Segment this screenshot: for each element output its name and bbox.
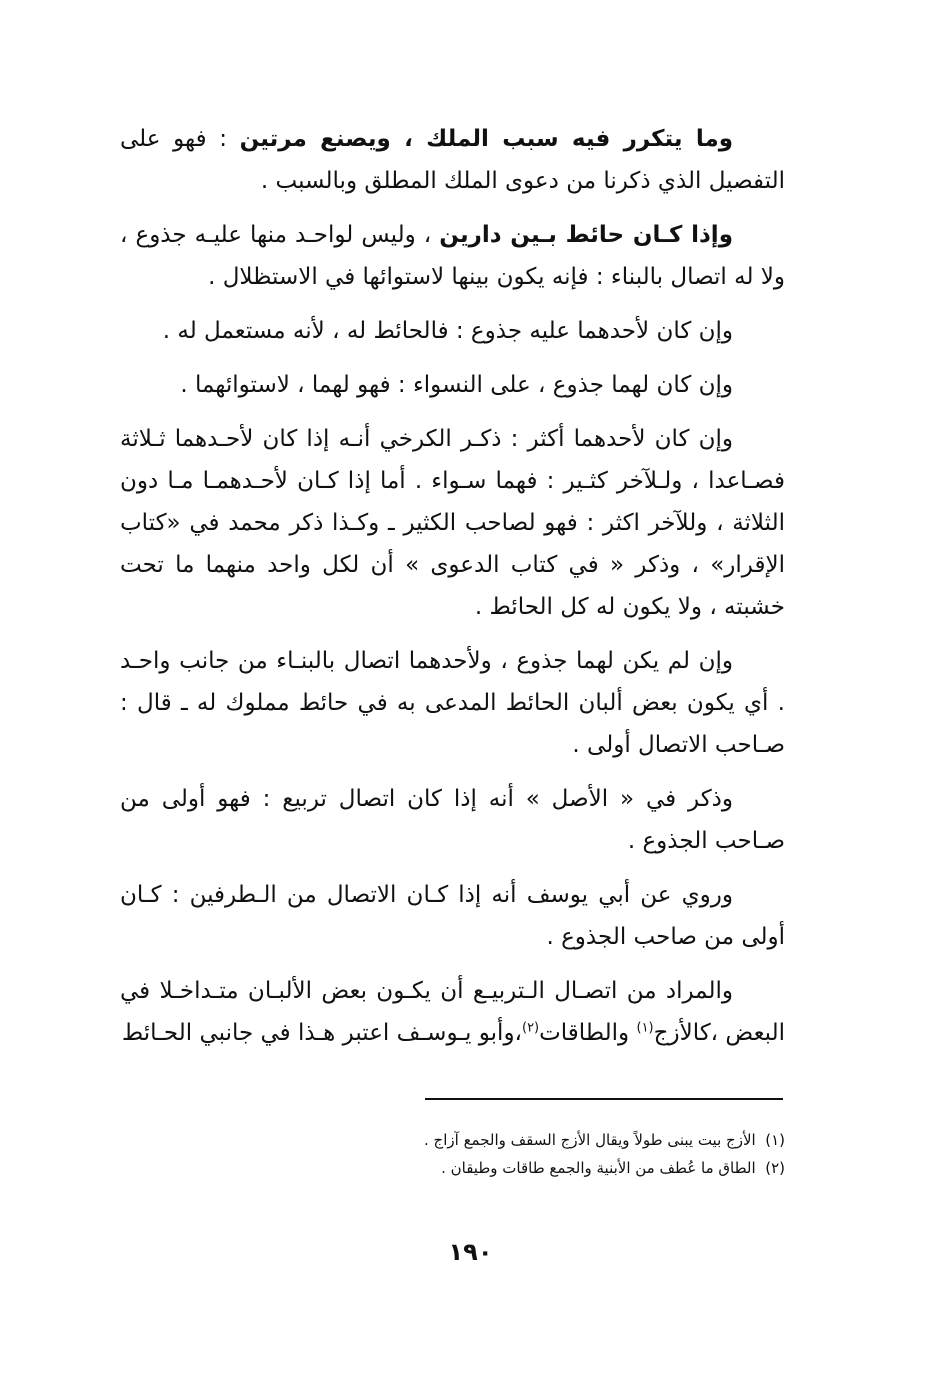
main-text <box>120 118 785 1066</box>
page-number: ١٩٠ <box>448 1238 493 1266</box>
paragraph-9-part-3: ،وأبو يـوسـف اعتبر هـذا في جانبي الحـائط <box>121 1020 522 1046</box>
footnote-2-marker: (٢) <box>765 1159 785 1177</box>
paragraph-4: وإن كان لهما جذوع ، على النسواء : فهو لهما ، لاستوائهما . <box>180 372 733 398</box>
paragraph-6: وإن لم يكن لهما جذوع ، ولأحدهما اتصال بالبنـاء من جانب واحـد . أي يكون بعض ألبان الحائط المدعى به في حائط مملوك له ـ قال : صـاحب الاتصال أولى . <box>120 648 785 758</box>
paragraph-9-part-2: والطاقات <box>539 1020 637 1046</box>
footnote-2-text: الطاق ما عُطف من الأبنية والجمع طاقات وطيقان . <box>441 1159 756 1177</box>
paragraph-9-part-1: والمراد من اتصـال الـتربيـع أن يكـون بعض الألبـان متـداخـلا في البعض ،كالأزج <box>120 978 785 1046</box>
paragraph-3: وإن كان لأحدهما عليه جذوع : فالحائط له ، لأنه مستعمل له . <box>162 318 733 344</box>
paragraph-2 <box>120 214 785 298</box>
footnote-2 <box>200 1154 785 1182</box>
footnote-ref-1: (١) <box>636 1020 654 1036</box>
paragraph-1-lead: وما يتكرر فيه سبب الملك ، ويصنع مرتين <box>239 126 734 152</box>
footnote-divider <box>425 1098 783 1100</box>
paragraph-1 <box>120 118 785 202</box>
footnote-1 <box>200 1126 785 1154</box>
paragraph-7: وذكر في « الأصل » أنه إذا كان اتصال تربيع : فهو أولى من صـاحب الجذوع . <box>120 786 785 854</box>
footnote-ref-2: (٢) <box>521 1020 540 1036</box>
paragraph-2-rest: ، وليس لواحـد منها عليـه جذوع ، ولا له اتصال بالبناء : فإنه يكون بينها لاستوائها في الاستظلال . <box>120 222 785 290</box>
paragraph-9 <box>120 970 785 1054</box>
paragraph-8: وروي عن أبي يوسف أنه إذا كـان الاتصال من الـطرفين : كـان أولى من صاحب الجذوع . <box>120 882 785 950</box>
paragraph-2-lead: وإذا كـان حائط بـين دارين <box>439 222 733 248</box>
footnotes <box>200 1126 785 1182</box>
footnote-1-text: الأزج بيت يبنى طولاً ويقال الأزج السقف والجمع آزاج . <box>424 1131 756 1149</box>
paragraph-1-rest: : فهو على التفصيل الذي ذكرنا من دعوى الملك المطلق وبالسبب . <box>120 126 785 194</box>
paragraph-5: وإن كان لأحدهما أكثر : ذكـر الكرخي أنـه إذا كان لأحـدهما ثـلاثة فصـاعدا ، ولـلآخر كثـير : فهما سـواء . أما إذا كـان لأحـدهمـا مـا دون الثلاثة ، وللآخر اكثر : فهو لصاحب الكثير ـ وكـذا ذكر محمد في «كتاب الإقرار» ، وذكر « في كتاب الدعوى » أن لكل واحد منهما ما تحت خشبته ، ولا يكون له كل الحائط . <box>120 426 785 620</box>
footnote-1-marker: (١) <box>765 1131 785 1149</box>
